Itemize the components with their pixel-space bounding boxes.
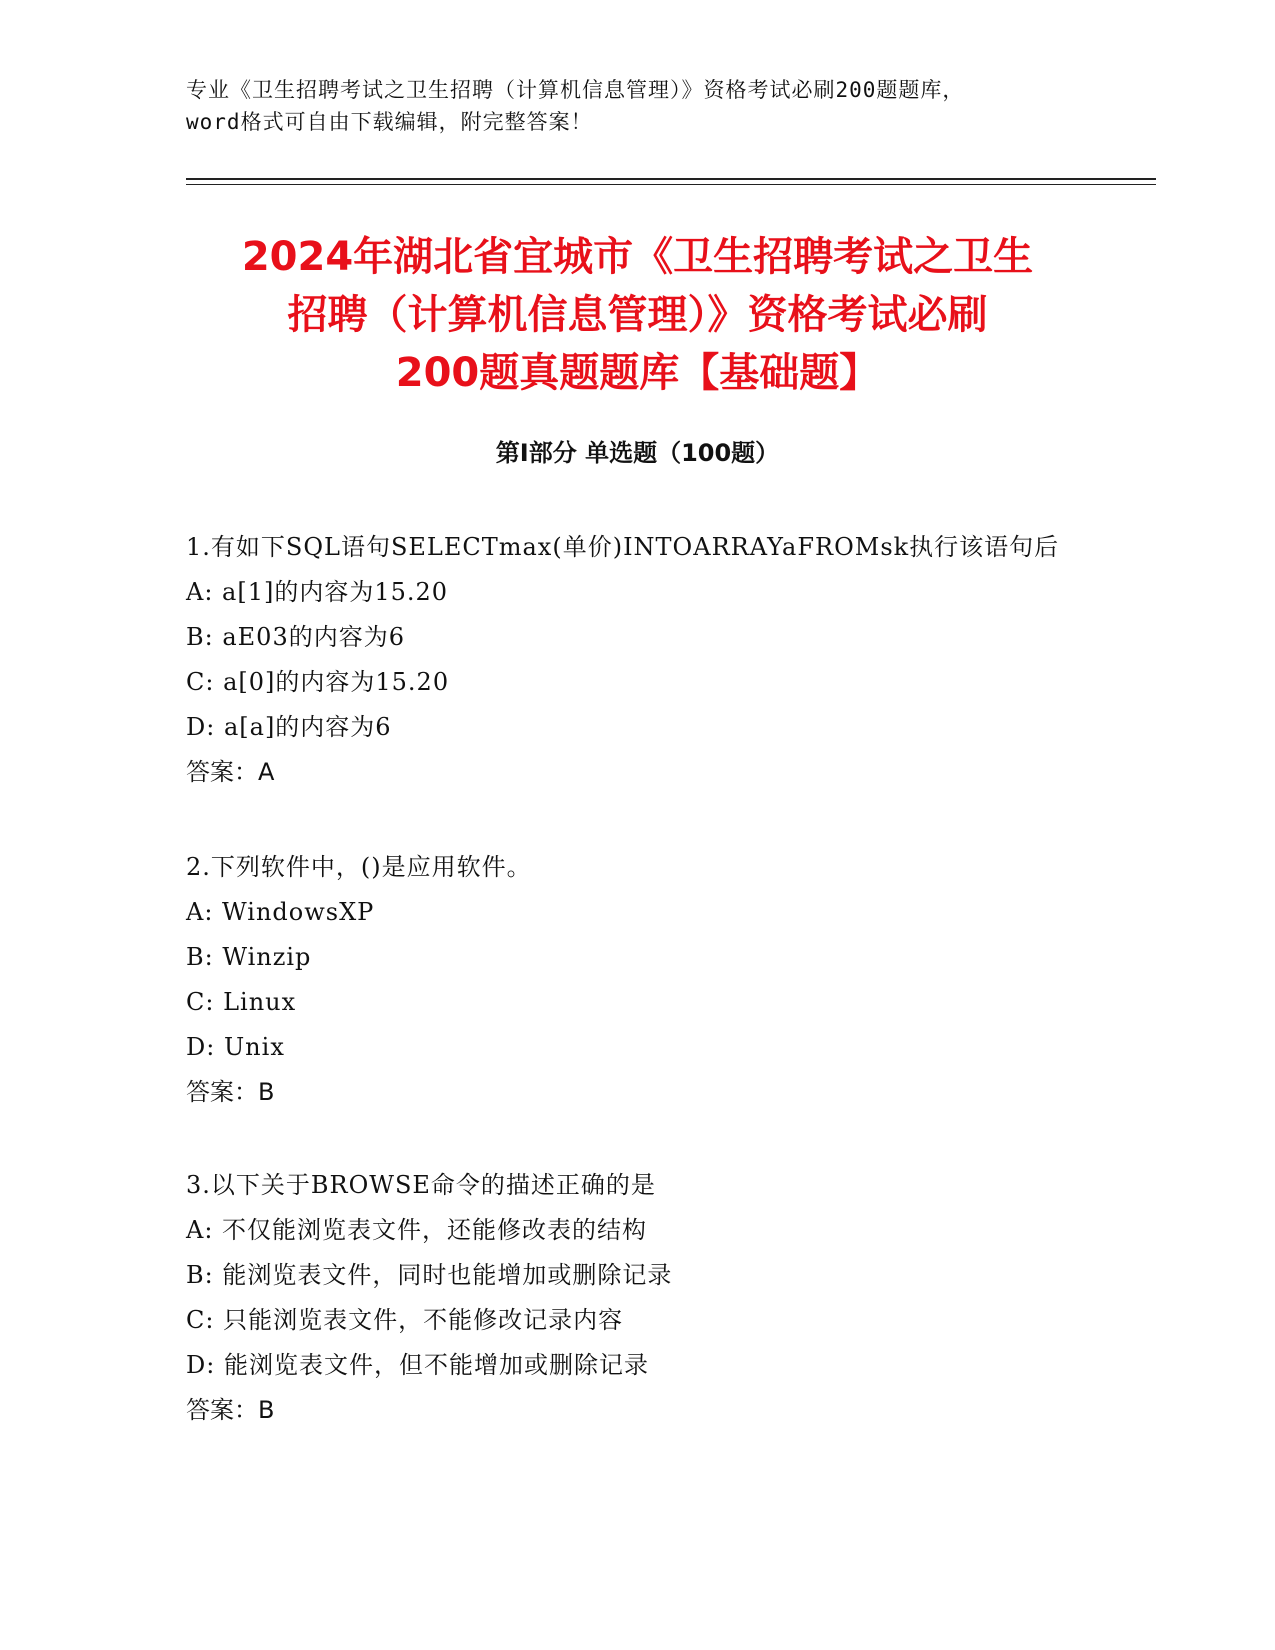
option-a: A: a[1]的内容为15.20 bbox=[186, 578, 449, 606]
answer-line: 答案：A bbox=[186, 758, 275, 786]
title-line-3: 200题真题题库【基础题】 bbox=[395, 350, 880, 396]
question-1 bbox=[186, 525, 1186, 795]
option-d: D: 能浏览表文件，但不能增加或删除记录 bbox=[186, 1351, 649, 1379]
question-stem: 1.有如下SQL语句SELECTmax(单价)INTOARRAYaFROMsk执行该语句后 bbox=[186, 533, 1060, 561]
option-d: D: a[a]的内容为6 bbox=[186, 713, 392, 741]
option-a: A: 不仅能浏览表文件，还能修改表的结构 bbox=[186, 1216, 648, 1244]
header-divider-thick bbox=[186, 178, 1156, 180]
document-title bbox=[120, 228, 1155, 402]
section-heading: 第I部分 单选题（100题） bbox=[495, 439, 780, 467]
option-b: B: Winzip bbox=[186, 943, 312, 971]
question-2 bbox=[186, 845, 1186, 1115]
option-c: C: a[0]的内容为15.20 bbox=[186, 668, 450, 696]
document-intro bbox=[186, 74, 1106, 138]
answer-line: 答案：B bbox=[186, 1396, 275, 1424]
intro-line-1: 专业《卫生招聘考试之卫生招聘（计算机信息管理）》资格考试必刷200题题库， bbox=[186, 78, 965, 102]
option-d: D: Unix bbox=[186, 1033, 285, 1061]
answer-line: 答案：B bbox=[186, 1078, 275, 1106]
question-stem: 3.以下关于BROWSE命令的描述正确的是 bbox=[186, 1171, 656, 1199]
option-b: B: 能浏览表文件，同时也能增加或删除记录 bbox=[186, 1261, 673, 1289]
option-b: B: aE03的内容为6 bbox=[186, 623, 405, 651]
question-3 bbox=[186, 1163, 1186, 1433]
option-a: A: WindowsXP bbox=[186, 898, 375, 926]
option-c: C: 只能浏览表文件，不能修改记录内容 bbox=[186, 1306, 624, 1334]
intro-line-2: word格式可自由下载编辑，附完整答案！ bbox=[186, 110, 593, 134]
title-line-2: 招聘（计算机信息管理）》资格考试必刷 bbox=[287, 292, 988, 338]
question-stem: 2.下列软件中，()是应用软件。 bbox=[186, 853, 532, 881]
title-line-1: 2024年湖北省宜城市《卫生招聘考试之卫生 bbox=[241, 234, 1034, 280]
option-c: C: Linux bbox=[186, 988, 297, 1016]
header-divider-thin bbox=[186, 184, 1156, 185]
